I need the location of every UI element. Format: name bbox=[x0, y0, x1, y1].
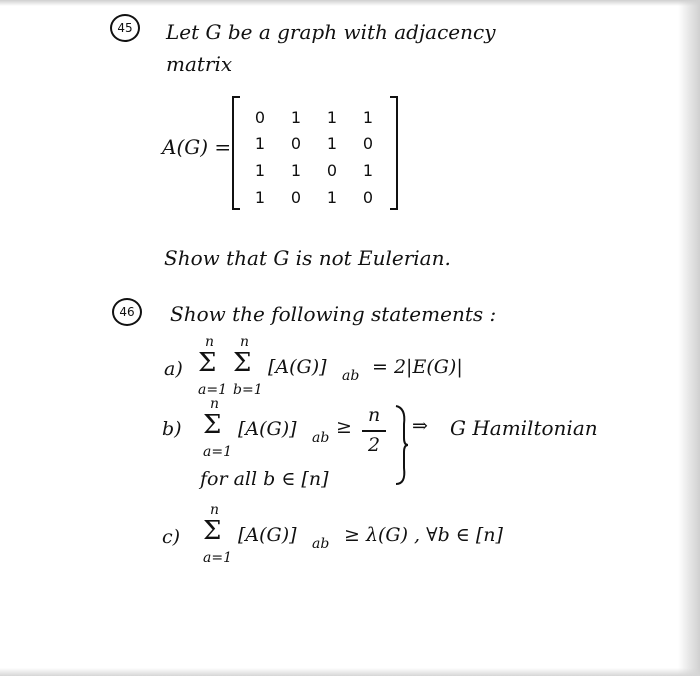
page-shadow-right bbox=[678, 0, 700, 676]
matrix-right-bracket bbox=[390, 96, 398, 210]
item-a-sum1-sigma: Σ bbox=[198, 348, 217, 378]
matrix-cell: 0 bbox=[254, 108, 266, 127]
item-a-sum1-upper: n bbox=[205, 334, 215, 350]
matrix-cell: 0 bbox=[326, 161, 338, 180]
item-b-frac-bar bbox=[362, 430, 386, 432]
item-b-implies: ⇒ bbox=[412, 415, 428, 437]
problem-46-number: 46 bbox=[112, 298, 142, 326]
problem-45-line1: Let G be a graph with adjacency bbox=[166, 20, 496, 44]
matrix-cell: 1 bbox=[290, 108, 302, 127]
item-a-label: a) bbox=[164, 358, 183, 380]
matrix-cell: 0 bbox=[362, 188, 374, 207]
page-shadow-top bbox=[0, 0, 700, 6]
item-b-label: b) bbox=[162, 418, 182, 440]
item-b-frac-numerator: n bbox=[368, 404, 381, 426]
matrix-cell: 1 bbox=[326, 188, 338, 207]
item-b-frac-denominator: 2 bbox=[368, 434, 381, 456]
item-a-sum1-lower: a=1 bbox=[198, 382, 227, 398]
item-a-expr: [A(G)] bbox=[268, 356, 327, 378]
matrix-cell: 0 bbox=[290, 188, 302, 207]
matrix-cell: 1 bbox=[290, 161, 302, 180]
matrix-cell: 1 bbox=[326, 108, 338, 127]
matrix-cell: 1 bbox=[362, 108, 374, 127]
matrix-cell: 1 bbox=[254, 161, 266, 180]
item-c-subscript: ab bbox=[312, 536, 330, 552]
page-shadow-bottom bbox=[0, 668, 700, 676]
matrix-label: A(G) = bbox=[162, 135, 232, 159]
item-b-conclusion: G Hamiltonian bbox=[450, 416, 598, 440]
item-b-subscript: ab bbox=[312, 430, 330, 446]
item-c-sum-lower: a=1 bbox=[203, 550, 232, 566]
item-b-brace bbox=[394, 404, 410, 486]
item-b-geq: ≥ bbox=[336, 416, 352, 438]
matrix-left-bracket bbox=[232, 96, 240, 210]
item-a-sum2-upper: n bbox=[240, 334, 250, 350]
item-a-subscript: ab bbox=[342, 368, 360, 384]
item-b-quantifier: for all b ∈ [n] bbox=[200, 468, 329, 490]
matrix-cell: 0 bbox=[290, 134, 302, 153]
matrix-cell: 1 bbox=[326, 134, 338, 153]
matrix-cell: 1 bbox=[362, 161, 374, 180]
problem-46-heading: Show the following statements : bbox=[170, 302, 497, 326]
item-c-rhs: ≥ λ(G) , ∀b ∈ [n] bbox=[344, 524, 503, 546]
item-b-sum-sigma: Σ bbox=[203, 410, 222, 440]
item-c-expr: [A(G)] bbox=[238, 524, 297, 546]
item-b-sum-upper: n bbox=[210, 396, 220, 412]
matrix-cell: 1 bbox=[254, 188, 266, 207]
item-b-sum-lower: a=1 bbox=[203, 444, 232, 460]
problem-45-line2: matrix bbox=[166, 52, 233, 76]
item-a-sum2-lower: b=1 bbox=[233, 382, 263, 398]
item-c-sum-upper: n bbox=[210, 502, 220, 518]
item-a-sum2-sigma: Σ bbox=[233, 348, 252, 378]
problem-45-number: 45 bbox=[110, 14, 140, 42]
matrix-cell: 1 bbox=[254, 134, 266, 153]
matrix-cell: 0 bbox=[362, 134, 374, 153]
item-c-label: c) bbox=[162, 526, 181, 548]
item-b-expr: [A(G)] bbox=[238, 418, 297, 440]
problem-45-task: Show that G is not Eulerian. bbox=[164, 246, 451, 270]
item-a-rhs: = 2|E(G)| bbox=[372, 356, 463, 378]
item-c-sum-sigma: Σ bbox=[203, 516, 222, 546]
